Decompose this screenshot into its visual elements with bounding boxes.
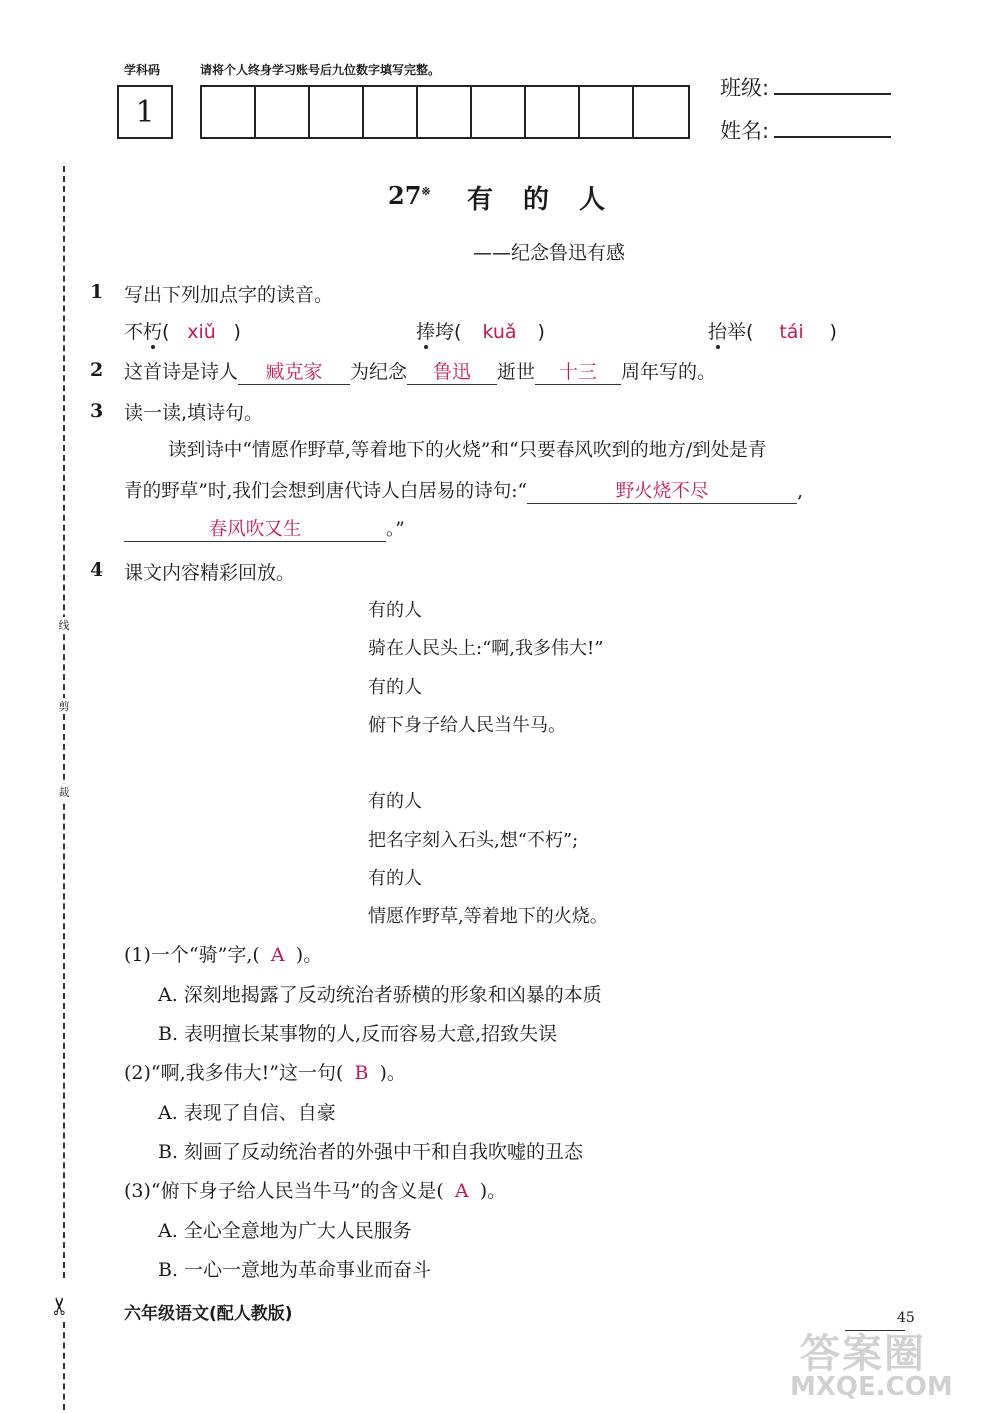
- pinyin-item: 不朽( xiǔ ): [124, 321, 241, 343]
- watermark-url: MXQE.COM: [790, 1372, 953, 1402]
- cut-line-bottom: [63, 1322, 65, 1410]
- pinyin-answer[interactable]: tái: [779, 321, 804, 343]
- digit-box[interactable]: [526, 87, 580, 137]
- question-prompt: 课文内容精彩回放。: [124, 562, 296, 584]
- poem-line: 有的人: [368, 600, 422, 621]
- option-a: A. 深刻地揭露了反动统治者骄横的形象和凶暴的本质: [158, 984, 602, 1006]
- name-field[interactable]: [774, 136, 891, 138]
- page-number: 45: [897, 1310, 915, 1326]
- pinyin-item: 抬举( tái ): [708, 321, 837, 343]
- watermark-logo: 答案圈: [800, 1331, 926, 1377]
- option-a: A. 全心全意地为广大人民服务: [158, 1220, 412, 1242]
- paragraph-line: 春风吹又生 。”: [124, 515, 405, 542]
- answer-blank[interactable]: 春风吹又生: [124, 519, 386, 542]
- digit-box[interactable]: [310, 87, 364, 137]
- poem-line: 俯下身子给人民当牛马。: [368, 715, 566, 736]
- subject-code-label: 学科码: [124, 63, 161, 77]
- pinyin-item: 捧垮( kuǎ ): [416, 321, 545, 343]
- question-number: 1: [90, 281, 104, 303]
- cut-line-char: 剪: [58, 700, 70, 713]
- digit-box[interactable]: [202, 87, 256, 137]
- question-prompt: 写出下列加点字的读音。: [124, 284, 334, 306]
- lesson-title: 有的人: [467, 185, 636, 215]
- poem-line: 有的人: [368, 868, 422, 889]
- question-prompt: 读一读,填诗句。: [124, 402, 264, 424]
- class-field[interactable]: [774, 93, 891, 95]
- poem-line: 情愿作野草,等着地下的火烧。: [368, 906, 608, 927]
- subject-code-value: 1: [135, 94, 155, 130]
- name-label: 姓名:: [720, 119, 770, 143]
- question-number: 4: [90, 559, 104, 581]
- choice-answer[interactable]: A: [270, 944, 285, 966]
- option-b: B. 刻画了反动统治者的外强中干和自我吹嘘的丑态: [158, 1141, 584, 1163]
- fill-sentence: 这首诗是诗人 臧克家 为纪念 鲁迅 逝世 十三 周年写的。: [124, 361, 717, 383]
- choice-answer[interactable]: A: [454, 1180, 469, 1202]
- poem-line: 有的人: [368, 677, 422, 698]
- poem-line: 有的人: [368, 791, 422, 812]
- option-b: B. 表明擅长某事物的人,反而容易大意,招致失误: [158, 1023, 558, 1045]
- paragraph-line: 青的野草”时,我们会想到唐代诗人白居易的诗句:“ 野火烧不尽 ,: [124, 477, 803, 504]
- lesson-number: 27※: [388, 181, 431, 210]
- lesson-marker: ※: [421, 185, 431, 198]
- paragraph-line: 读到诗中“情愿作野草,等着地下的火烧”和“只要春风吹到的地方/到处是青: [168, 440, 767, 461]
- option-b: B. 一心一意地为革命事业而奋斗: [158, 1259, 432, 1281]
- option-a: A. 表现了自信、自豪: [158, 1102, 336, 1124]
- digit-box[interactable]: [580, 87, 634, 137]
- digit-box[interactable]: [418, 87, 472, 137]
- subject-code-box: [117, 85, 173, 139]
- answer-blank[interactable]: 野火烧不尽: [527, 481, 797, 504]
- question-number: 3: [90, 400, 104, 422]
- lesson-subtitle: ——纪念鲁迅有感: [473, 242, 626, 264]
- class-label: 班级:: [720, 76, 770, 100]
- digit-box[interactable]: [364, 87, 418, 137]
- pinyin-answer[interactable]: kuǎ: [482, 321, 517, 343]
- pinyin-answer[interactable]: xiǔ: [187, 321, 216, 343]
- cut-line-char: 线: [58, 619, 70, 632]
- digit-box[interactable]: [634, 87, 688, 137]
- poem-line: 骑在人民头上:“啊,我多伟大!”: [368, 638, 604, 659]
- poem-line: 把名字刻入石头,想“不朽”;: [368, 830, 579, 851]
- sub-question: (1)一个“骑”字,( A )。: [124, 944, 323, 966]
- cut-line: [63, 166, 65, 1278]
- cut-line-char: 裁: [58, 786, 70, 799]
- choice-answer[interactable]: B: [354, 1062, 369, 1084]
- answer-blank[interactable]: 臧克家: [238, 361, 350, 385]
- account-instruction: 请将个人终身学习账号后九位数字填写完整。: [200, 63, 441, 77]
- scissors-icon: ✂: [46, 1295, 75, 1317]
- answer-blank[interactable]: 鲁迅: [407, 361, 497, 385]
- digit-box[interactable]: [256, 87, 310, 137]
- digit-box[interactable]: [472, 87, 526, 137]
- sub-question: (3)“俯下身子给人民当牛马”的含义是( A )。: [124, 1180, 507, 1202]
- answer-blank[interactable]: 十三: [535, 361, 621, 385]
- account-digit-boxes[interactable]: [200, 85, 690, 139]
- book-title: 六年级语文(配人教版): [124, 1304, 293, 1324]
- question-number: 2: [90, 359, 104, 381]
- sub-question: (2)“啊,我多伟大!”这一句( B )。: [124, 1062, 406, 1084]
